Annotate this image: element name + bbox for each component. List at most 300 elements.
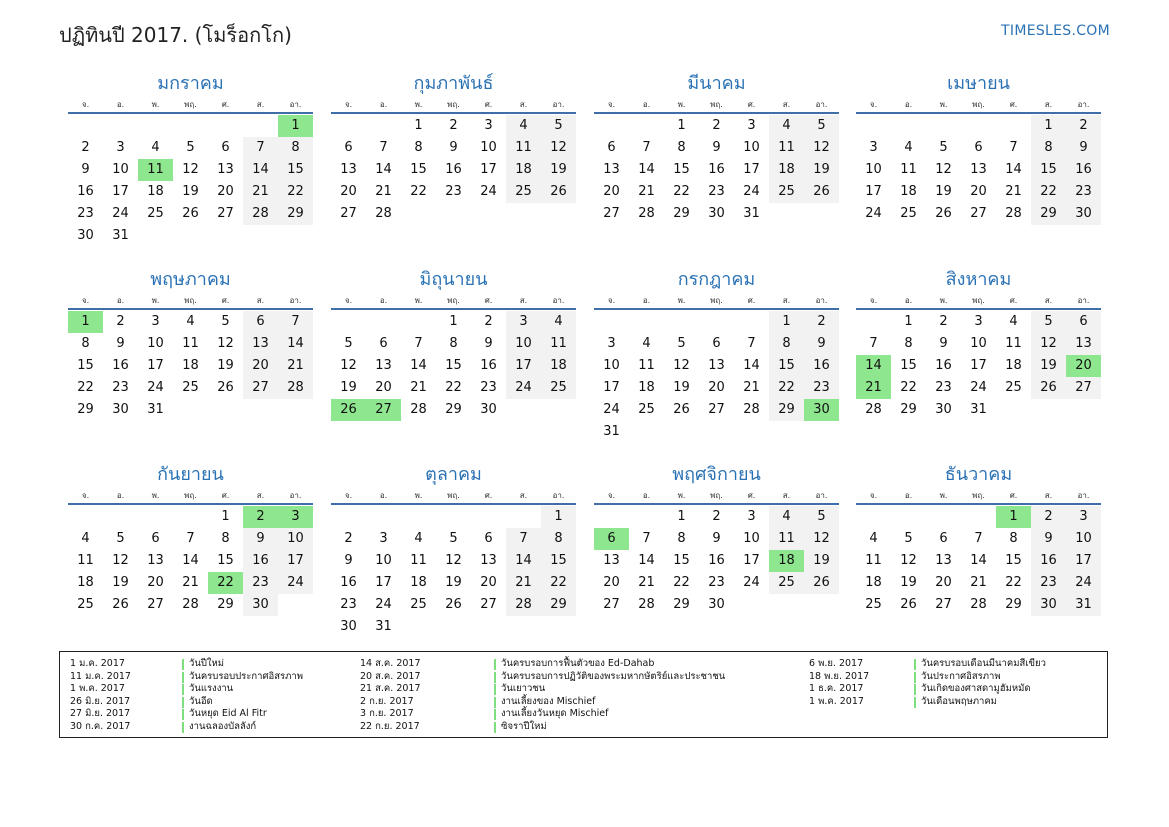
day-cell[interactable]: 26 xyxy=(900,597,917,612)
day-cell[interactable]: 23 xyxy=(708,184,725,199)
day-cell[interactable]: 6 xyxy=(484,531,493,546)
day-cell[interactable]: 28 xyxy=(865,402,882,417)
day-cell[interactable]: 11 xyxy=(865,553,882,568)
day-cell[interactable]: 7 xyxy=(642,140,651,155)
day-cell[interactable]: 14 xyxy=(506,550,541,572)
day-cell[interactable]: 18 xyxy=(410,575,427,590)
day-cell[interactable]: 14 xyxy=(638,553,655,568)
day-cell[interactable]: 24 xyxy=(506,377,541,399)
holiday-day[interactable]: 14 xyxy=(856,355,891,377)
day-cell[interactable]: 2 xyxy=(712,118,721,133)
day-cell[interactable]: 23 xyxy=(340,597,357,612)
day-cell[interactable]: 3 xyxy=(116,140,125,155)
day-cell[interactable]: 31 xyxy=(147,402,164,417)
day-cell[interactable]: 19 xyxy=(804,159,839,181)
day-cell[interactable]: 26 xyxy=(541,181,576,203)
day-cell[interactable]: 28 xyxy=(1005,206,1022,221)
day-cell[interactable]: 30 xyxy=(708,206,725,221)
day-cell[interactable]: 3 xyxy=(869,140,878,155)
day-cell[interactable]: 18 xyxy=(541,355,576,377)
day-cell[interactable]: 3 xyxy=(151,314,160,329)
day-cell[interactable]: 12 xyxy=(1031,333,1066,355)
day-cell[interactable]: 15 xyxy=(673,162,690,177)
day-cell[interactable]: 13 xyxy=(340,162,357,177)
day-cell[interactable]: 9 xyxy=(804,333,839,355)
day-cell[interactable]: 29 xyxy=(1005,597,1022,612)
day-cell[interactable]: 31 xyxy=(375,619,392,634)
day-cell[interactable]: 14 xyxy=(182,553,199,568)
day-cell[interactable]: 27 xyxy=(1066,377,1101,399)
holiday-day[interactable]: 6 xyxy=(594,528,629,550)
day-cell[interactable]: 27 xyxy=(480,597,497,612)
day-cell[interactable]: 10 xyxy=(865,162,882,177)
day-cell[interactable]: 18 xyxy=(900,184,917,199)
day-cell[interactable]: 6 xyxy=(151,531,160,546)
day-cell[interactable]: 15 xyxy=(445,358,462,373)
day-cell[interactable]: 4 xyxy=(186,314,195,329)
day-cell[interactable]: 6 xyxy=(379,336,388,351)
day-cell[interactable]: 13 xyxy=(480,553,497,568)
day-cell[interactable]: 22 xyxy=(541,572,576,594)
day-cell[interactable]: 13 xyxy=(147,553,164,568)
day-cell[interactable]: 15 xyxy=(278,159,313,181)
day-cell[interactable]: 10 xyxy=(480,140,497,155)
day-cell[interactable]: 8 xyxy=(221,531,230,546)
day-cell[interactable]: 10 xyxy=(970,336,987,351)
day-cell[interactable]: 25 xyxy=(1005,380,1022,395)
day-cell[interactable]: 1 xyxy=(769,311,804,333)
day-cell[interactable]: 11 xyxy=(506,137,541,159)
day-cell[interactable]: 5 xyxy=(449,531,458,546)
day-cell[interactable]: 17 xyxy=(603,380,620,395)
day-cell[interactable]: 23 xyxy=(804,377,839,399)
day-cell[interactable]: 5 xyxy=(344,336,353,351)
day-cell[interactable]: 11 xyxy=(1005,336,1022,351)
day-cell[interactable]: 9 xyxy=(1066,137,1101,159)
day-cell[interactable]: 28 xyxy=(278,377,313,399)
day-cell[interactable]: 13 xyxy=(1066,333,1101,355)
day-cell[interactable]: 22 xyxy=(673,184,690,199)
day-cell[interactable]: 7 xyxy=(869,336,878,351)
day-cell[interactable]: 28 xyxy=(182,597,199,612)
day-cell[interactable]: 20 xyxy=(935,575,952,590)
day-cell[interactable]: 11 xyxy=(769,528,804,550)
day-cell[interactable]: 16 xyxy=(1066,159,1101,181)
day-cell[interactable]: 14 xyxy=(638,162,655,177)
day-cell[interactable]: 10 xyxy=(1066,528,1101,550)
day-cell[interactable]: 21 xyxy=(970,575,987,590)
day-cell[interactable]: 23 xyxy=(243,572,278,594)
day-cell[interactable]: 11 xyxy=(410,553,427,568)
day-cell[interactable]: 24 xyxy=(480,184,497,199)
day-cell[interactable]: 28 xyxy=(638,597,655,612)
day-cell[interactable]: 12 xyxy=(112,553,129,568)
day-cell[interactable]: 17 xyxy=(865,184,882,199)
day-cell[interactable]: 16 xyxy=(480,358,497,373)
day-cell[interactable]: 19 xyxy=(1031,355,1066,377)
day-cell[interactable]: 19 xyxy=(541,159,576,181)
day-cell[interactable]: 26 xyxy=(673,402,690,417)
day-cell[interactable]: 12 xyxy=(804,137,839,159)
day-cell[interactable]: 5 xyxy=(541,115,576,137)
day-cell[interactable]: 12 xyxy=(900,553,917,568)
day-cell[interactable]: 24 xyxy=(375,597,392,612)
day-cell[interactable]: 5 xyxy=(186,140,195,155)
day-cell[interactable]: 9 xyxy=(449,140,458,155)
day-cell[interactable]: 16 xyxy=(935,358,952,373)
day-cell[interactable]: 20 xyxy=(970,184,987,199)
day-cell[interactable]: 23 xyxy=(445,184,462,199)
day-cell[interactable]: 17 xyxy=(506,355,541,377)
day-cell[interactable]: 5 xyxy=(904,531,913,546)
day-cell[interactable]: 2 xyxy=(484,314,493,329)
day-cell[interactable]: 14 xyxy=(1005,162,1022,177)
day-cell[interactable]: 25 xyxy=(182,380,199,395)
day-cell[interactable]: 26 xyxy=(217,380,234,395)
day-cell[interactable]: 30 xyxy=(1066,203,1101,225)
day-cell[interactable]: 27 xyxy=(708,402,725,417)
day-cell[interactable]: 13 xyxy=(375,358,392,373)
day-cell[interactable]: 25 xyxy=(865,597,882,612)
day-cell[interactable]: 3 xyxy=(607,336,616,351)
day-cell[interactable]: 13 xyxy=(243,333,278,355)
day-cell[interactable]: 20 xyxy=(217,184,234,199)
day-cell[interactable]: 7 xyxy=(243,137,278,159)
day-cell[interactable]: 17 xyxy=(743,162,760,177)
day-cell[interactable]: 21 xyxy=(638,184,655,199)
day-cell[interactable]: 17 xyxy=(1066,550,1101,572)
brand-link[interactable]: TIMESLES.COM xyxy=(1001,23,1110,39)
day-cell[interactable]: 21 xyxy=(410,380,427,395)
day-cell[interactable]: 9 xyxy=(939,336,948,351)
day-cell[interactable]: 2 xyxy=(939,314,948,329)
day-cell[interactable]: 29 xyxy=(278,203,313,225)
day-cell[interactable]: 2 xyxy=(1031,506,1066,528)
day-cell[interactable]: 21 xyxy=(506,572,541,594)
day-cell[interactable]: 18 xyxy=(77,575,94,590)
day-cell[interactable]: 27 xyxy=(970,206,987,221)
day-cell[interactable]: 22 xyxy=(900,380,917,395)
day-cell[interactable]: 24 xyxy=(147,380,164,395)
day-cell[interactable]: 10 xyxy=(147,336,164,351)
day-cell[interactable]: 11 xyxy=(638,358,655,373)
day-cell[interactable]: 28 xyxy=(243,203,278,225)
day-cell[interactable]: 30 xyxy=(480,402,497,417)
day-cell[interactable]: 21 xyxy=(1005,184,1022,199)
day-cell[interactable]: 19 xyxy=(445,575,462,590)
day-cell[interactable]: 16 xyxy=(112,358,129,373)
day-cell[interactable]: 12 xyxy=(340,358,357,373)
day-cell[interactable]: 26 xyxy=(1031,377,1066,399)
day-cell[interactable]: 9 xyxy=(81,162,90,177)
day-cell[interactable]: 9 xyxy=(712,140,721,155)
day-cell[interactable]: 29 xyxy=(900,402,917,417)
day-cell[interactable]: 15 xyxy=(673,553,690,568)
day-cell[interactable]: 25 xyxy=(541,377,576,399)
holiday-day[interactable]: 21 xyxy=(856,377,891,399)
day-cell[interactable]: 10 xyxy=(506,333,541,355)
holiday-day[interactable]: 27 xyxy=(366,399,401,421)
day-cell[interactable]: 8 xyxy=(449,336,458,351)
day-cell[interactable]: 18 xyxy=(506,159,541,181)
day-cell[interactable]: 11 xyxy=(900,162,917,177)
day-cell[interactable]: 17 xyxy=(375,575,392,590)
day-cell[interactable]: 10 xyxy=(112,162,129,177)
day-cell[interactable]: 25 xyxy=(77,597,94,612)
day-cell[interactable]: 24 xyxy=(278,572,313,594)
day-cell[interactable]: 12 xyxy=(541,137,576,159)
day-cell[interactable]: 1 xyxy=(221,509,230,524)
day-cell[interactable]: 5 xyxy=(804,506,839,528)
day-cell[interactable]: 6 xyxy=(1066,311,1101,333)
day-cell[interactable]: 4 xyxy=(151,140,160,155)
day-cell[interactable]: 8 xyxy=(1009,531,1018,546)
day-cell[interactable]: 16 xyxy=(708,162,725,177)
day-cell[interactable]: 19 xyxy=(340,380,357,395)
day-cell[interactable]: 22 xyxy=(769,377,804,399)
holiday-day[interactable]: 30 xyxy=(804,399,839,421)
day-cell[interactable]: 16 xyxy=(804,355,839,377)
day-cell[interactable]: 24 xyxy=(970,380,987,395)
day-cell[interactable]: 6 xyxy=(243,311,278,333)
day-cell[interactable]: 3 xyxy=(506,311,541,333)
day-cell[interactable]: 2 xyxy=(1066,115,1101,137)
day-cell[interactable]: 3 xyxy=(484,118,493,133)
day-cell[interactable]: 19 xyxy=(900,575,917,590)
day-cell[interactable]: 26 xyxy=(112,597,129,612)
day-cell[interactable]: 2 xyxy=(116,314,125,329)
day-cell[interactable]: 17 xyxy=(147,358,164,373)
day-cell[interactable]: 13 xyxy=(217,162,234,177)
day-cell[interactable]: 7 xyxy=(1009,140,1018,155)
day-cell[interactable]: 23 xyxy=(77,206,94,221)
day-cell[interactable]: 15 xyxy=(900,358,917,373)
day-cell[interactable]: 25 xyxy=(638,402,655,417)
day-cell[interactable]: 18 xyxy=(147,184,164,199)
day-cell[interactable]: 15 xyxy=(1005,553,1022,568)
day-cell[interactable]: 30 xyxy=(112,402,129,417)
day-cell[interactable]: 14 xyxy=(970,553,987,568)
day-cell[interactable]: 29 xyxy=(445,402,462,417)
day-cell[interactable]: 22 xyxy=(445,380,462,395)
day-cell[interactable]: 25 xyxy=(769,181,804,203)
day-cell[interactable]: 21 xyxy=(278,355,313,377)
holiday-day[interactable]: 20 xyxy=(1066,355,1101,377)
day-cell[interactable]: 28 xyxy=(410,402,427,417)
day-cell[interactable]: 11 xyxy=(77,553,94,568)
day-cell[interactable]: 31 xyxy=(743,206,760,221)
day-cell[interactable]: 11 xyxy=(769,137,804,159)
day-cell[interactable]: 21 xyxy=(743,380,760,395)
day-cell[interactable]: 4 xyxy=(541,311,576,333)
day-cell[interactable]: 6 xyxy=(712,336,721,351)
day-cell[interactable]: 27 xyxy=(340,206,357,221)
day-cell[interactable]: 30 xyxy=(935,402,952,417)
day-cell[interactable]: 29 xyxy=(1031,203,1066,225)
day-cell[interactable]: 8 xyxy=(904,336,913,351)
day-cell[interactable]: 29 xyxy=(769,399,804,421)
day-cell[interactable]: 13 xyxy=(708,358,725,373)
day-cell[interactable]: 3 xyxy=(747,509,756,524)
day-cell[interactable]: 7 xyxy=(414,336,423,351)
day-cell[interactable]: 4 xyxy=(769,115,804,137)
day-cell[interactable]: 26 xyxy=(804,181,839,203)
day-cell[interactable]: 22 xyxy=(1005,575,1022,590)
day-cell[interactable]: 13 xyxy=(603,553,620,568)
holiday-day[interactable]: 22 xyxy=(208,572,243,594)
day-cell[interactable]: 18 xyxy=(182,358,199,373)
day-cell[interactable]: 1 xyxy=(677,509,686,524)
day-cell[interactable]: 25 xyxy=(506,181,541,203)
day-cell[interactable]: 26 xyxy=(445,597,462,612)
day-cell[interactable]: 7 xyxy=(642,531,651,546)
day-cell[interactable]: 25 xyxy=(410,597,427,612)
day-cell[interactable]: 10 xyxy=(603,358,620,373)
day-cell[interactable]: 10 xyxy=(743,531,760,546)
day-cell[interactable]: 31 xyxy=(1066,594,1101,616)
day-cell[interactable]: 17 xyxy=(112,184,129,199)
day-cell[interactable]: 5 xyxy=(221,314,230,329)
day-cell[interactable]: 22 xyxy=(673,575,690,590)
day-cell[interactable]: 9 xyxy=(1031,528,1066,550)
day-cell[interactable]: 8 xyxy=(1031,137,1066,159)
day-cell[interactable]: 1 xyxy=(541,506,576,528)
day-cell[interactable]: 23 xyxy=(112,380,129,395)
day-cell[interactable]: 14 xyxy=(278,333,313,355)
day-cell[interactable]: 8 xyxy=(677,140,686,155)
day-cell[interactable]: 12 xyxy=(217,336,234,351)
day-cell[interactable]: 6 xyxy=(607,140,616,155)
day-cell[interactable]: 20 xyxy=(375,380,392,395)
day-cell[interactable]: 8 xyxy=(414,140,423,155)
day-cell[interactable]: 29 xyxy=(673,597,690,612)
day-cell[interactable]: 14 xyxy=(243,159,278,181)
day-cell[interactable]: 19 xyxy=(182,184,199,199)
day-cell[interactable]: 6 xyxy=(974,140,983,155)
day-cell[interactable]: 25 xyxy=(900,206,917,221)
day-cell[interactable]: 3 xyxy=(747,118,756,133)
day-cell[interactable]: 30 xyxy=(243,594,278,616)
day-cell[interactable]: 19 xyxy=(217,358,234,373)
day-cell[interactable]: 17 xyxy=(743,553,760,568)
day-cell[interactable]: 24 xyxy=(112,206,129,221)
day-cell[interactable]: 25 xyxy=(769,572,804,594)
day-cell[interactable]: 18 xyxy=(638,380,655,395)
day-cell[interactable]: 7 xyxy=(747,336,756,351)
day-cell[interactable]: 15 xyxy=(1031,159,1066,181)
day-cell[interactable]: 5 xyxy=(939,140,948,155)
day-cell[interactable]: 23 xyxy=(1066,181,1101,203)
day-cell[interactable]: 13 xyxy=(970,162,987,177)
day-cell[interactable]: 6 xyxy=(939,531,948,546)
day-cell[interactable]: 18 xyxy=(865,575,882,590)
day-cell[interactable]: 30 xyxy=(708,597,725,612)
day-cell[interactable]: 8 xyxy=(677,531,686,546)
day-cell[interactable]: 27 xyxy=(147,597,164,612)
day-cell[interactable]: 15 xyxy=(410,162,427,177)
day-cell[interactable]: 21 xyxy=(375,184,392,199)
day-cell[interactable]: 19 xyxy=(935,184,952,199)
day-cell[interactable]: 12 xyxy=(182,162,199,177)
holiday-day[interactable]: 1 xyxy=(278,115,313,137)
day-cell[interactable]: 13 xyxy=(935,553,952,568)
day-cell[interactable]: 9 xyxy=(712,531,721,546)
day-cell[interactable]: 14 xyxy=(410,358,427,373)
day-cell[interactable]: 10 xyxy=(278,528,313,550)
day-cell[interactable]: 13 xyxy=(603,162,620,177)
day-cell[interactable]: 22 xyxy=(77,380,94,395)
day-cell[interactable]: 29 xyxy=(77,402,94,417)
day-cell[interactable]: 27 xyxy=(243,377,278,399)
day-cell[interactable]: 30 xyxy=(340,619,357,634)
day-cell[interactable]: 27 xyxy=(603,597,620,612)
day-cell[interactable]: 7 xyxy=(278,311,313,333)
day-cell[interactable]: 4 xyxy=(506,115,541,137)
day-cell[interactable]: 9 xyxy=(243,528,278,550)
day-cell[interactable]: 2 xyxy=(804,311,839,333)
day-cell[interactable]: 26 xyxy=(182,206,199,221)
holiday-day[interactable]: 3 xyxy=(278,506,313,528)
day-cell[interactable]: 7 xyxy=(186,531,195,546)
day-cell[interactable]: 12 xyxy=(673,358,690,373)
day-cell[interactable]: 24 xyxy=(743,184,760,199)
day-cell[interactable]: 15 xyxy=(769,355,804,377)
day-cell[interactable]: 4 xyxy=(1009,314,1018,329)
day-cell[interactable]: 20 xyxy=(480,575,497,590)
day-cell[interactable]: 17 xyxy=(480,162,497,177)
day-cell[interactable]: 29 xyxy=(673,206,690,221)
day-cell[interactable]: 12 xyxy=(804,528,839,550)
day-cell[interactable]: 28 xyxy=(743,402,760,417)
holiday-day[interactable]: 26 xyxy=(331,399,366,421)
day-cell[interactable]: 21 xyxy=(638,575,655,590)
day-cell[interactable]: 5 xyxy=(116,531,125,546)
day-cell[interactable]: 29 xyxy=(217,597,234,612)
holiday-day[interactable]: 11 xyxy=(138,159,173,181)
day-cell[interactable]: 4 xyxy=(642,336,651,351)
day-cell[interactable]: 4 xyxy=(414,531,423,546)
day-cell[interactable]: 15 xyxy=(217,553,234,568)
day-cell[interactable]: 27 xyxy=(935,597,952,612)
day-cell[interactable]: 12 xyxy=(445,553,462,568)
day-cell[interactable]: 24 xyxy=(1066,572,1101,594)
day-cell[interactable]: 27 xyxy=(217,206,234,221)
day-cell[interactable]: 19 xyxy=(673,380,690,395)
day-cell[interactable]: 23 xyxy=(708,575,725,590)
day-cell[interactable]: 2 xyxy=(712,509,721,524)
day-cell[interactable]: 8 xyxy=(541,528,576,550)
day-cell[interactable]: 15 xyxy=(77,358,94,373)
day-cell[interactable]: 30 xyxy=(1031,594,1066,616)
day-cell[interactable]: 21 xyxy=(243,181,278,203)
day-cell[interactable]: 26 xyxy=(935,206,952,221)
day-cell[interactable]: 6 xyxy=(221,140,230,155)
day-cell[interactable]: 18 xyxy=(1005,358,1022,373)
day-cell[interactable]: 4 xyxy=(904,140,913,155)
day-cell[interactable]: 14 xyxy=(743,358,760,373)
day-cell[interactable]: 31 xyxy=(603,424,620,439)
day-cell[interactable]: 3 xyxy=(974,314,983,329)
day-cell[interactable]: 17 xyxy=(970,358,987,373)
day-cell[interactable]: 20 xyxy=(603,184,620,199)
day-cell[interactable]: 24 xyxy=(603,402,620,417)
day-cell[interactable]: 16 xyxy=(77,184,94,199)
day-cell[interactable]: 18 xyxy=(769,159,804,181)
day-cell[interactable]: 3 xyxy=(1066,506,1101,528)
day-cell[interactable]: 28 xyxy=(638,206,655,221)
day-cell[interactable]: 16 xyxy=(445,162,462,177)
holiday-day[interactable]: 18 xyxy=(769,550,804,572)
